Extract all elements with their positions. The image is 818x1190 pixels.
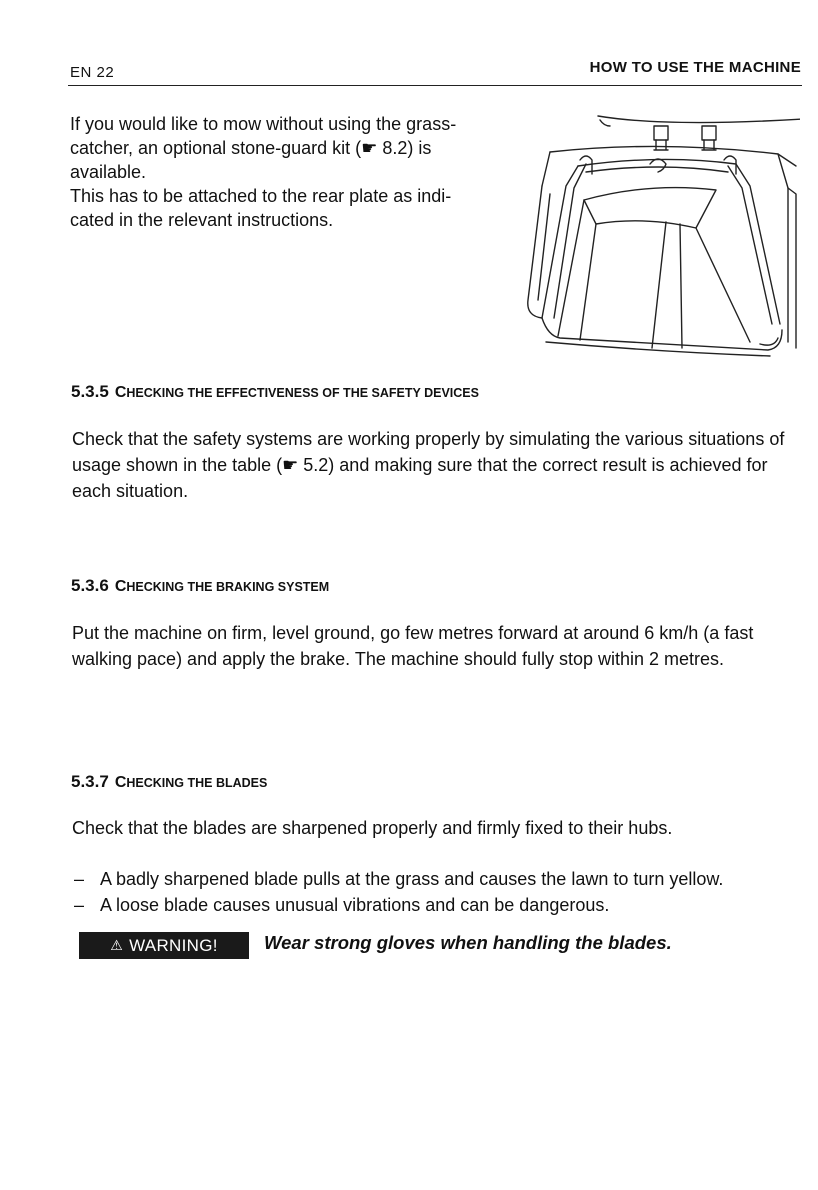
blade-bullet-list bbox=[74, 866, 814, 918]
section-body-5-3-5: Check that the safety systems are working properly by simulating the various situations of usage shown in the table (☛ 5.2) and making sure that the correct result is achieved for each situation. bbox=[72, 429, 785, 501]
warning-text: Wear strong gloves when handling the blades. bbox=[264, 932, 672, 953]
intro-paragraph bbox=[70, 112, 520, 232]
warning-label: WARNING! bbox=[129, 935, 218, 955]
list-item: – A badly sharpened blade pulls at the grass and causes the lawn to turn yellow. bbox=[74, 869, 724, 889]
intro-line: cated in the relevant instructions. bbox=[70, 210, 334, 230]
warning-badge bbox=[79, 932, 249, 959]
page-header-title: HOW TO USE THE MACHINE bbox=[589, 59, 801, 76]
intro-line: available. bbox=[70, 162, 147, 182]
section-heading-5-3-5: 5.3.5 CHECKING THE EFFECTIVENESS OF THE SAFETY DEVICES bbox=[71, 382, 479, 401]
pointing-hand-icon: ☛ bbox=[282, 455, 299, 475]
intro-line: This has to be attached to the rear plate as indi- bbox=[70, 186, 452, 206]
stone-guard-illustration-icon bbox=[520, 104, 800, 364]
warning-triangle-icon: ⚠ bbox=[110, 937, 124, 953]
pointing-hand-icon: ☛ bbox=[361, 138, 378, 158]
section-heading-5-3-7: 5.3.7 CHECKING THE BLADES bbox=[71, 772, 268, 791]
intro-line: If you would like to mow without using the grass- bbox=[70, 114, 457, 134]
stone-guard-figure bbox=[520, 104, 800, 364]
intro-line: catcher, an optional stone-guard kit (☛ 8.2) is bbox=[70, 138, 432, 158]
section-heading-5-3-6: 5.3.6 CHECKING THE BRAKING SYSTEM bbox=[71, 576, 330, 595]
section-body-5-3-7: Check that the blades are sharpened properly and firmly fixed to their hubs. bbox=[72, 818, 673, 838]
page-header-label: EN 22 bbox=[70, 64, 115, 81]
section-body-5-3-6: Put the machine on firm, level ground, go few metres forward at around 6 km/h (a fast walking pace) and apply the brake. The machine should fully stop within 2 metres. bbox=[72, 623, 754, 669]
list-item: – A loose blade causes unusual vibrations and can be dangerous. bbox=[74, 895, 610, 915]
header-rule bbox=[68, 85, 802, 86]
